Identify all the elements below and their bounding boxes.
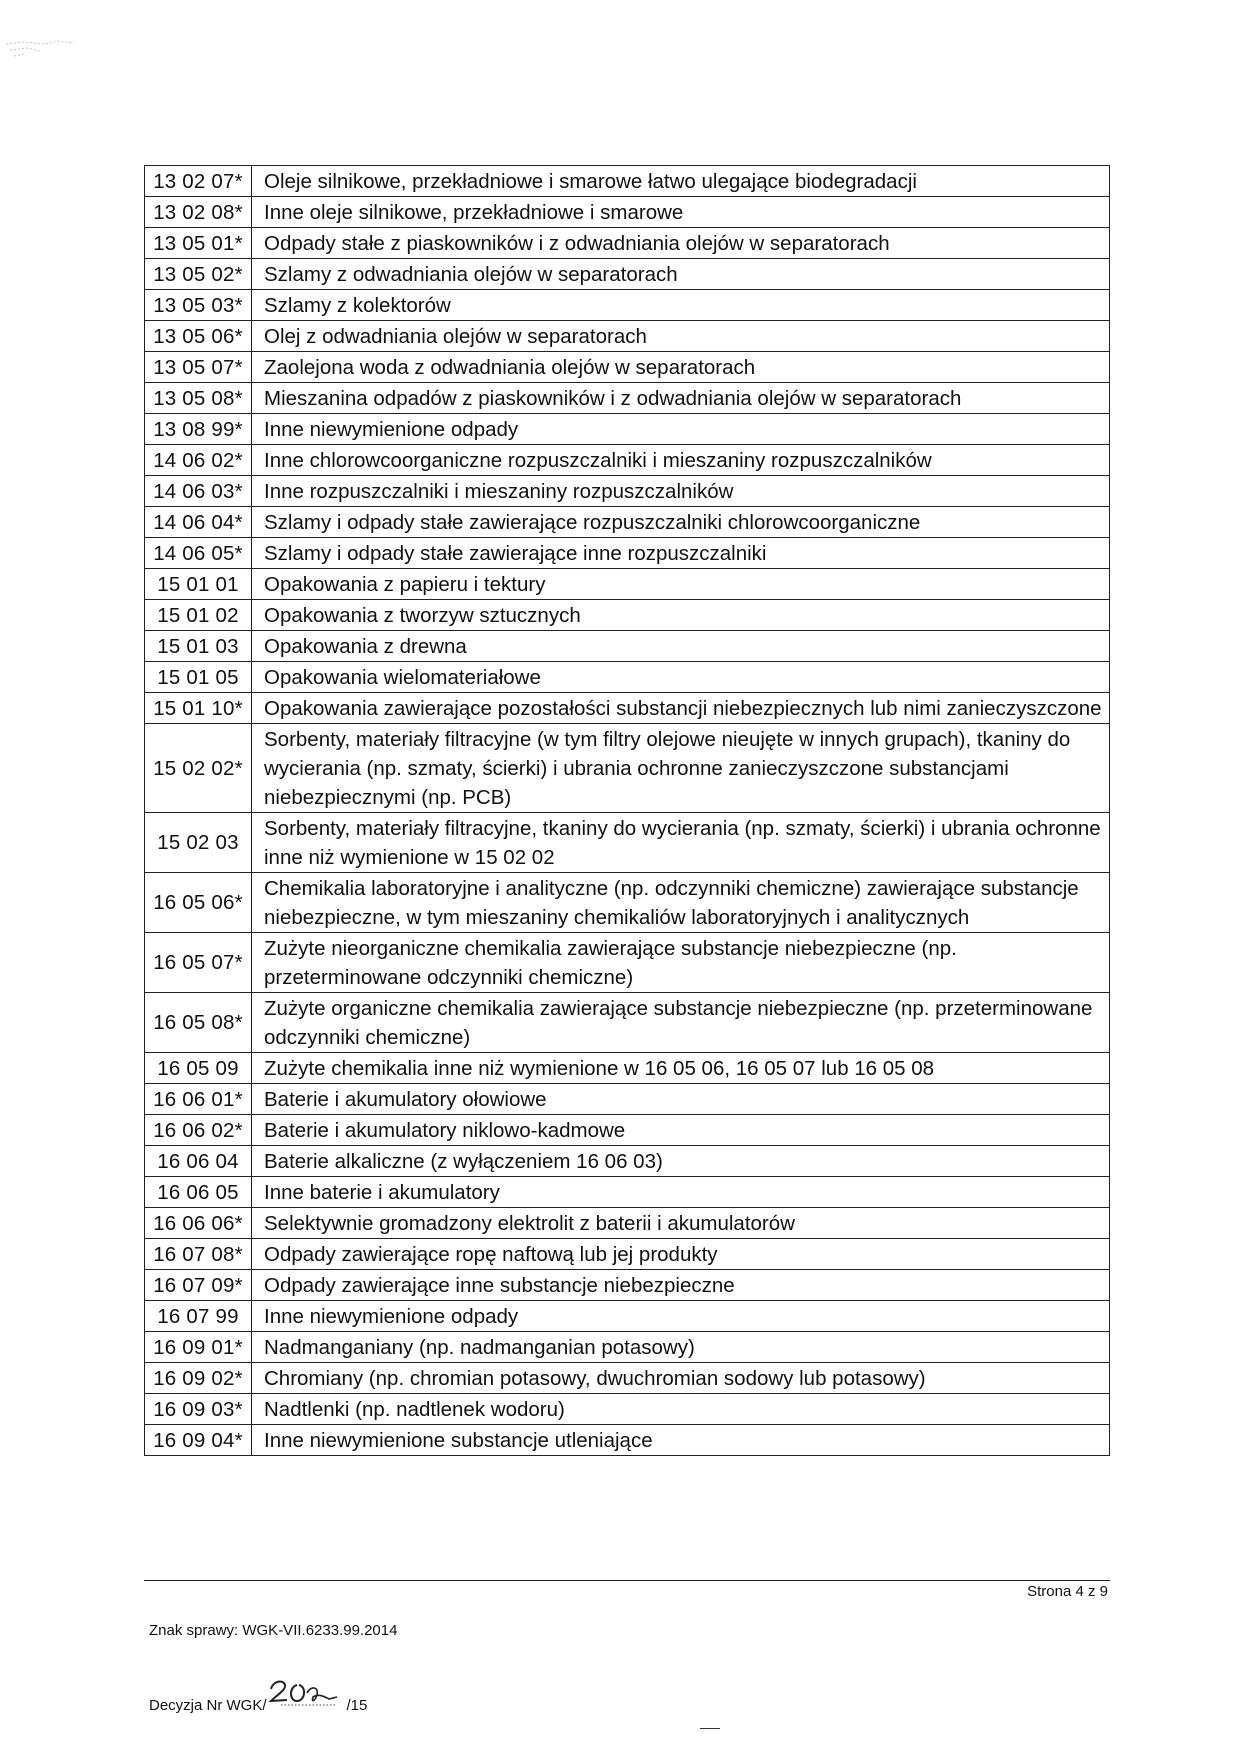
waste-description: Szlamy i odpady stałe zawierające rozpuszczalniki chlorowcoorganiczne	[252, 507, 1110, 538]
handwritten-number	[267, 1689, 347, 1713]
waste-description: Inne niewymienione odpady	[252, 1301, 1110, 1332]
waste-code: 15 01 10*	[145, 693, 252, 724]
table-row	[145, 813, 1110, 873]
waste-description: Olej z odwadniania olejów w separatorach	[252, 321, 1110, 352]
table-row	[145, 290, 1110, 321]
waste-code: 13 05 02*	[145, 259, 252, 290]
waste-code: 13 05 06*	[145, 321, 252, 352]
footer-divider	[144, 1580, 1110, 1581]
waste-code: 15 02 02*	[145, 724, 252, 813]
decision-suffix: /15	[346, 1697, 368, 1714]
table-row	[145, 1053, 1110, 1084]
table-row	[145, 600, 1110, 631]
table-row	[145, 352, 1110, 383]
waste-code: 16 06 05	[145, 1177, 252, 1208]
waste-code: 16 05 08*	[145, 993, 252, 1053]
waste-code: 16 07 08*	[145, 1239, 252, 1270]
waste-code: 16 06 01*	[145, 1084, 252, 1115]
waste-description: Inne niewymienione odpady	[252, 414, 1110, 445]
waste-code: 13 02 07*	[145, 166, 252, 197]
table-row	[145, 569, 1110, 600]
waste-description: Zużyte organiczne chemikalia zawierające substancje niebezpieczne (np. przeterminowane odczynniki chemiczne)	[252, 993, 1110, 1053]
table-row	[145, 724, 1110, 813]
waste-code: 16 05 06*	[145, 873, 252, 933]
waste-code: 13 05 03*	[145, 290, 252, 321]
waste-description: Chromiany (np. chromian potasowy, dwuchromian sodowy lub potasowy)	[252, 1363, 1110, 1394]
waste-code: 13 05 01*	[145, 228, 252, 259]
scan-artifact	[4, 36, 94, 66]
page-number: Strona 4 z 9	[1027, 1583, 1108, 1600]
waste-description: Szlamy i odpady stałe zawierające inne rozpuszczalniki	[252, 538, 1110, 569]
waste-description: Mieszanina odpadów z piaskowników i z odwadniania olejów w separatorach	[252, 383, 1110, 414]
waste-code: 14 06 03*	[145, 476, 252, 507]
decision-number	[149, 1689, 367, 1714]
table-row	[145, 631, 1110, 662]
table-row	[145, 693, 1110, 724]
waste-description: Nadmanganiany (np. nadmanganian potasowy)	[252, 1332, 1110, 1363]
waste-description: Odpady stałe z piaskowników i z odwadniania olejów w separatorach	[252, 228, 1110, 259]
waste-code: 15 01 03	[145, 631, 252, 662]
waste-code: 16 09 01*	[145, 1332, 252, 1363]
waste-description: Nadtlenki (np. nadtlenek wodoru)	[252, 1394, 1110, 1425]
table-row	[145, 507, 1110, 538]
waste-description: Inne chlorowcoorganiczne rozpuszczalniki i mieszaniny rozpuszczalników	[252, 445, 1110, 476]
waste-code: 14 06 04*	[145, 507, 252, 538]
table-row	[145, 1301, 1110, 1332]
waste-code: 16 06 02*	[145, 1115, 252, 1146]
waste-description: Chemikalia laboratoryjne i analityczne (np. odczynniki chemiczne) zawierające substancje niebezpieczne, w tym mieszaniny chemikaliów laboratoryjnych i analitycznych	[252, 873, 1110, 933]
waste-description: Opakowania zawierające pozostałości substancji niebezpiecznych lub nimi zanieczyszczone	[252, 693, 1110, 724]
waste-description: Oleje silnikowe, przekładniowe i smarowe łatwo ulegające biodegradacji	[252, 166, 1110, 197]
waste-code: 16 06 06*	[145, 1208, 252, 1239]
waste-code: 13 05 08*	[145, 383, 252, 414]
waste-description: Opakowania z tworzyw sztucznych	[252, 600, 1110, 631]
case-reference: Znak sprawy: WGK-VII.6233.99.2014	[149, 1622, 398, 1639]
waste-description: Opakowania wielomateriałowe	[252, 662, 1110, 693]
table-row	[145, 1394, 1110, 1425]
waste-description: Opakowania z papieru i tektury	[252, 569, 1110, 600]
waste-code: 16 07 09*	[145, 1270, 252, 1301]
waste-description: Sorbenty, materiały filtracyjne, tkaniny do wycierania (np. szmaty, ścierki) i ubrania ochronne inne niż wymienione w 15 02 02	[252, 813, 1110, 873]
waste-codes-table	[144, 165, 1110, 1456]
table-row	[145, 1208, 1110, 1239]
waste-description: Inne oleje silnikowe, przekładniowe i smarowe	[252, 197, 1110, 228]
waste-description: Szlamy z kolektorów	[252, 290, 1110, 321]
table-row	[145, 383, 1110, 414]
waste-code: 16 07 99	[145, 1301, 252, 1332]
waste-code: 13 05 07*	[145, 352, 252, 383]
waste-description: Szlamy z odwadniania olejów w separatorach	[252, 259, 1110, 290]
waste-description: Baterie i akumulatory ołowiowe	[252, 1084, 1110, 1115]
waste-code: 16 05 07*	[145, 933, 252, 993]
table-row	[145, 933, 1110, 993]
table-row	[145, 476, 1110, 507]
waste-description: Selektywnie gromadzony elektrolit z baterii i akumulatorów	[252, 1208, 1110, 1239]
waste-code: 15 01 05	[145, 662, 252, 693]
waste-code: 14 06 05*	[145, 538, 252, 569]
waste-code: 16 09 02*	[145, 1363, 252, 1394]
waste-description: Inne niewymienione substancje utleniające	[252, 1425, 1110, 1456]
table-row	[145, 1425, 1110, 1456]
table-row	[145, 993, 1110, 1053]
table-row	[145, 197, 1110, 228]
table-row	[145, 1332, 1110, 1363]
waste-code: 13 02 08*	[145, 197, 252, 228]
waste-description: Inne baterie i akumulatory	[252, 1177, 1110, 1208]
table-row	[145, 873, 1110, 933]
waste-description: Opakowania z drewna	[252, 631, 1110, 662]
table-row	[145, 414, 1110, 445]
table-row	[145, 1146, 1110, 1177]
scan-mark	[700, 1728, 720, 1729]
waste-code: 15 01 01	[145, 569, 252, 600]
waste-description: Odpady zawierające inne substancje niebezpieczne	[252, 1270, 1110, 1301]
waste-code: 14 06 02*	[145, 445, 252, 476]
waste-code: 16 05 09	[145, 1053, 252, 1084]
waste-code: 16 06 04	[145, 1146, 252, 1177]
waste-description: Zaolejona woda z odwadniania olejów w separatorach	[252, 352, 1110, 383]
table-row	[145, 1115, 1110, 1146]
table-row	[145, 321, 1110, 352]
waste-code: 13 08 99*	[145, 414, 252, 445]
table-row	[145, 1239, 1110, 1270]
decision-prefix: Decyzja Nr WGK/	[149, 1697, 267, 1714]
waste-code: 15 01 02	[145, 600, 252, 631]
waste-description: Zużyte chemikalia inne niż wymienione w 16 05 06, 16 05 07 lub 16 05 08	[252, 1053, 1110, 1084]
table-row	[145, 1084, 1110, 1115]
waste-code: 16 09 04*	[145, 1425, 252, 1456]
table-row	[145, 1177, 1110, 1208]
waste-description: Baterie alkaliczne (z wyłączeniem 16 06 03)	[252, 1146, 1110, 1177]
waste-description: Odpady zawierające ropę naftową lub jej produkty	[252, 1239, 1110, 1270]
table-row	[145, 259, 1110, 290]
waste-code: 16 09 03*	[145, 1394, 252, 1425]
waste-description: Zużyte nieorganiczne chemikalia zawierające substancje niebezpieczne (np. przeterminowane odczynniki chemiczne)	[252, 933, 1110, 993]
table-row	[145, 1363, 1110, 1394]
table-row	[145, 662, 1110, 693]
waste-description: Inne rozpuszczalniki i mieszaniny rozpuszczalników	[252, 476, 1110, 507]
table-row	[145, 228, 1110, 259]
waste-description: Baterie i akumulatory niklowo-kadmowe	[252, 1115, 1110, 1146]
table-row	[145, 445, 1110, 476]
table-row	[145, 1270, 1110, 1301]
waste-description: Sorbenty, materiały filtracyjne (w tym filtry olejowe nieujęte w innych grupach), tkaniny do wycierania (np. szmaty, ścierki) i ubrania ochronne zanieczyszczone substancjami niebezpiecznymi (np. PCB)	[252, 724, 1110, 813]
table-row	[145, 166, 1110, 197]
waste-code: 15 02 03	[145, 813, 252, 873]
table-row	[145, 538, 1110, 569]
